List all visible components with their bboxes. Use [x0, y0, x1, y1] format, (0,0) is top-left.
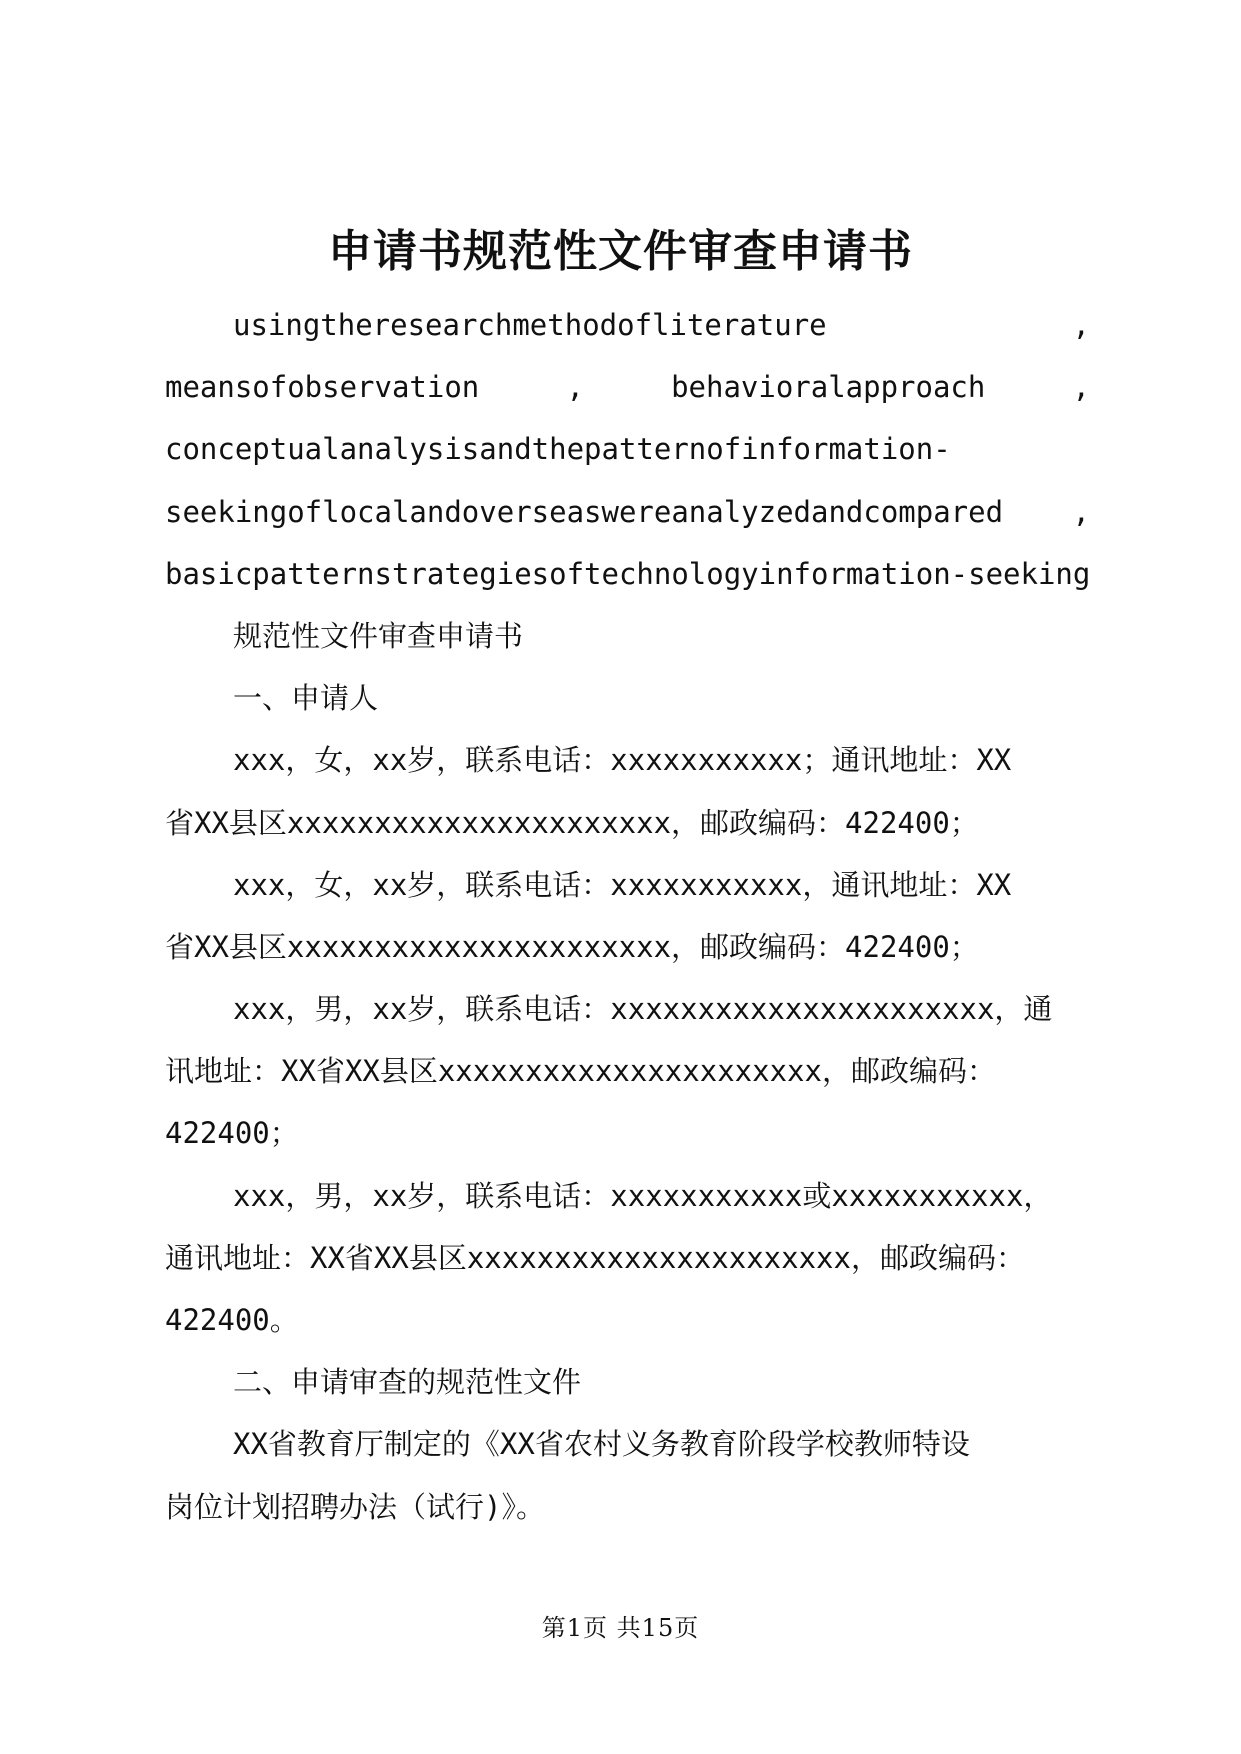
applicant-2-line-1: xxx，女，xx岁，联系电话：xxxxxxxxxxx，通讯地址：XX [233, 867, 1012, 902]
english-paragraph-line-4 [165, 481, 1090, 543]
page-number-footer: 第1页 共15页 [541, 1614, 700, 1642]
section-2-line-2: 岗位计划招聘办法（试行)》。 [165, 1489, 545, 1524]
comma: , [1072, 370, 1090, 405]
text-segment: meansofobservation [165, 370, 480, 405]
subtitle: 规范性文件审查申请书 [233, 618, 524, 653]
applicant-3-line-1: xxx，男，xx岁，联系电话：xxxxxxxxxxxxxxxxxxxxxx，通 [233, 992, 1053, 1027]
text-segment: seekingoflocalandoverseaswereanalyzedandcompared [165, 494, 1004, 529]
applicant-3-line-2: 讯地址：XX省XX县区xxxxxxxxxxxxxxxxxxxxxx，邮政编码： [165, 1054, 996, 1089]
english-paragraph-line-5: basicpatternstrategiesoftechnologyinformation-seeking [165, 556, 1090, 591]
section-heading-documents: 二、申请审查的规范性文件 [233, 1365, 582, 1400]
applicant-4-line-3: 422400。 [165, 1303, 299, 1337]
english-paragraph-line-3: conceptualanalysisandthepatternofinformation- [165, 432, 951, 467]
text-segment: behavioralapproach [671, 370, 986, 405]
document-title: 申请书规范性文件审查申请书 [328, 226, 913, 277]
section-2-line-1: XX省教育厅制定的《XX省农村义务教育阶段学校教师特设 [233, 1427, 970, 1462]
applicant-3-line-3: 422400； [165, 1116, 299, 1151]
applicant-1-line-2: 省XX县区xxxxxxxxxxxxxxxxxxxxxx，邮政编码：422400； [165, 805, 979, 840]
applicant-4-line-2: 通讯地址：XX省XX县区xxxxxxxxxxxxxxxxxxxxxx，邮政编码： [165, 1240, 1025, 1275]
comma: , [1072, 494, 1090, 529]
applicant-4-line-1: xxx，男，xx岁，联系电话：xxxxxxxxxxx或xxxxxxxxxxx， [233, 1178, 1053, 1213]
english-paragraph-line-2 [165, 356, 1090, 418]
applicant-2-line-2: 省XX县区xxxxxxxxxxxxxxxxxxxxxx，邮政编码：422400； [165, 929, 979, 964]
comma: , [566, 370, 584, 405]
english-paragraph-line-1 [165, 294, 1090, 356]
section-heading-applicants: 一、申请人 [233, 681, 379, 716]
applicant-1-line-1: xxx，女，xx岁，联系电话：xxxxxxxxxxx；通讯地址：XX [233, 743, 1012, 778]
document-body [165, 294, 1090, 1538]
text-segment: usingtheresearchmethodofliterature [233, 308, 827, 342]
comma: , [1072, 308, 1090, 342]
